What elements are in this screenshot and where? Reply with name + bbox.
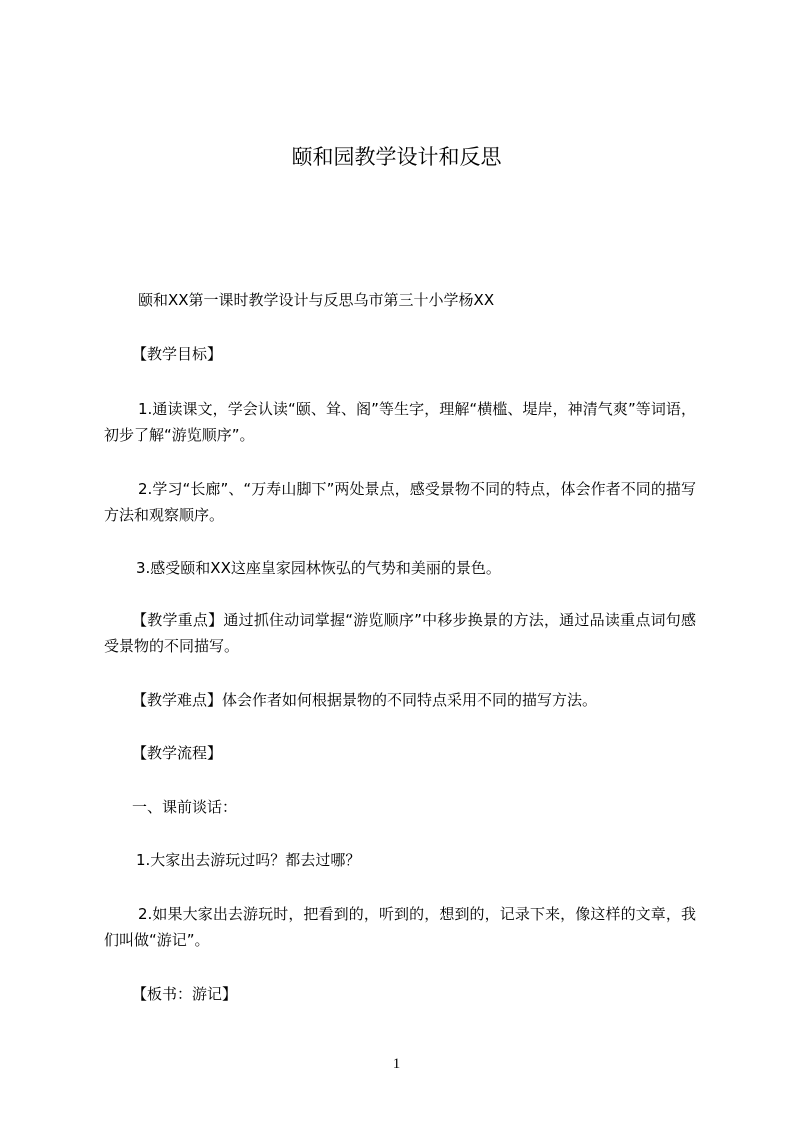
paragraph-goal-3: 3.感受颐和XX这座皇家园林恢弘的气势和美丽的景色。	[136, 559, 501, 577]
paragraph-teaching-difficulty: 【教学难点】体会作者如何根据景物的不同特点采用不同的描写方法。	[132, 691, 598, 709]
paragraph-teaching-process-heading: 【教学流程】	[132, 744, 223, 762]
paragraph-question-2: 2.如果大家出去游玩时，把看到的，听到的，想到的，记录下来，像这样的文章，我们叫做“游记”。	[104, 905, 696, 949]
paragraph-section-1-heading: 一、课前谈话：	[132, 798, 238, 816]
paragraph-goal-2: 2.学习“长廊”、“万寿山脚下”两处景点，感受景物不同的特点，体会作者不同的描写方法和观察顺序。	[104, 480, 696, 524]
paragraph-board-note: 【板书：游记】	[132, 985, 238, 1003]
paragraph-question-1: 1.大家出去游玩过吗？都去过哪？	[136, 851, 361, 869]
paragraph-goal-1: 1.通读课文，学会认读“颐、耸、阁”等生字，理解“横槛、堤岸，神清气爽”等词语，初步了解“游览顺序”。	[104, 400, 696, 444]
paragraph-teaching-goals-heading: 【教学目标】	[132, 345, 223, 363]
page-number: 1	[392, 1056, 401, 1072]
paragraph-teaching-focus: 【教学重点】通过抓住动词掌握“游览顺序”中移步换景的方法，通过品读重点词句感受景物的不同描写。	[104, 611, 696, 655]
paragraph-author-line: 颐和XX第一课时教学设计与反思乌市第三十小学杨XX	[138, 291, 495, 309]
document-title: 颐和园教学设计和反思	[291, 145, 502, 169]
